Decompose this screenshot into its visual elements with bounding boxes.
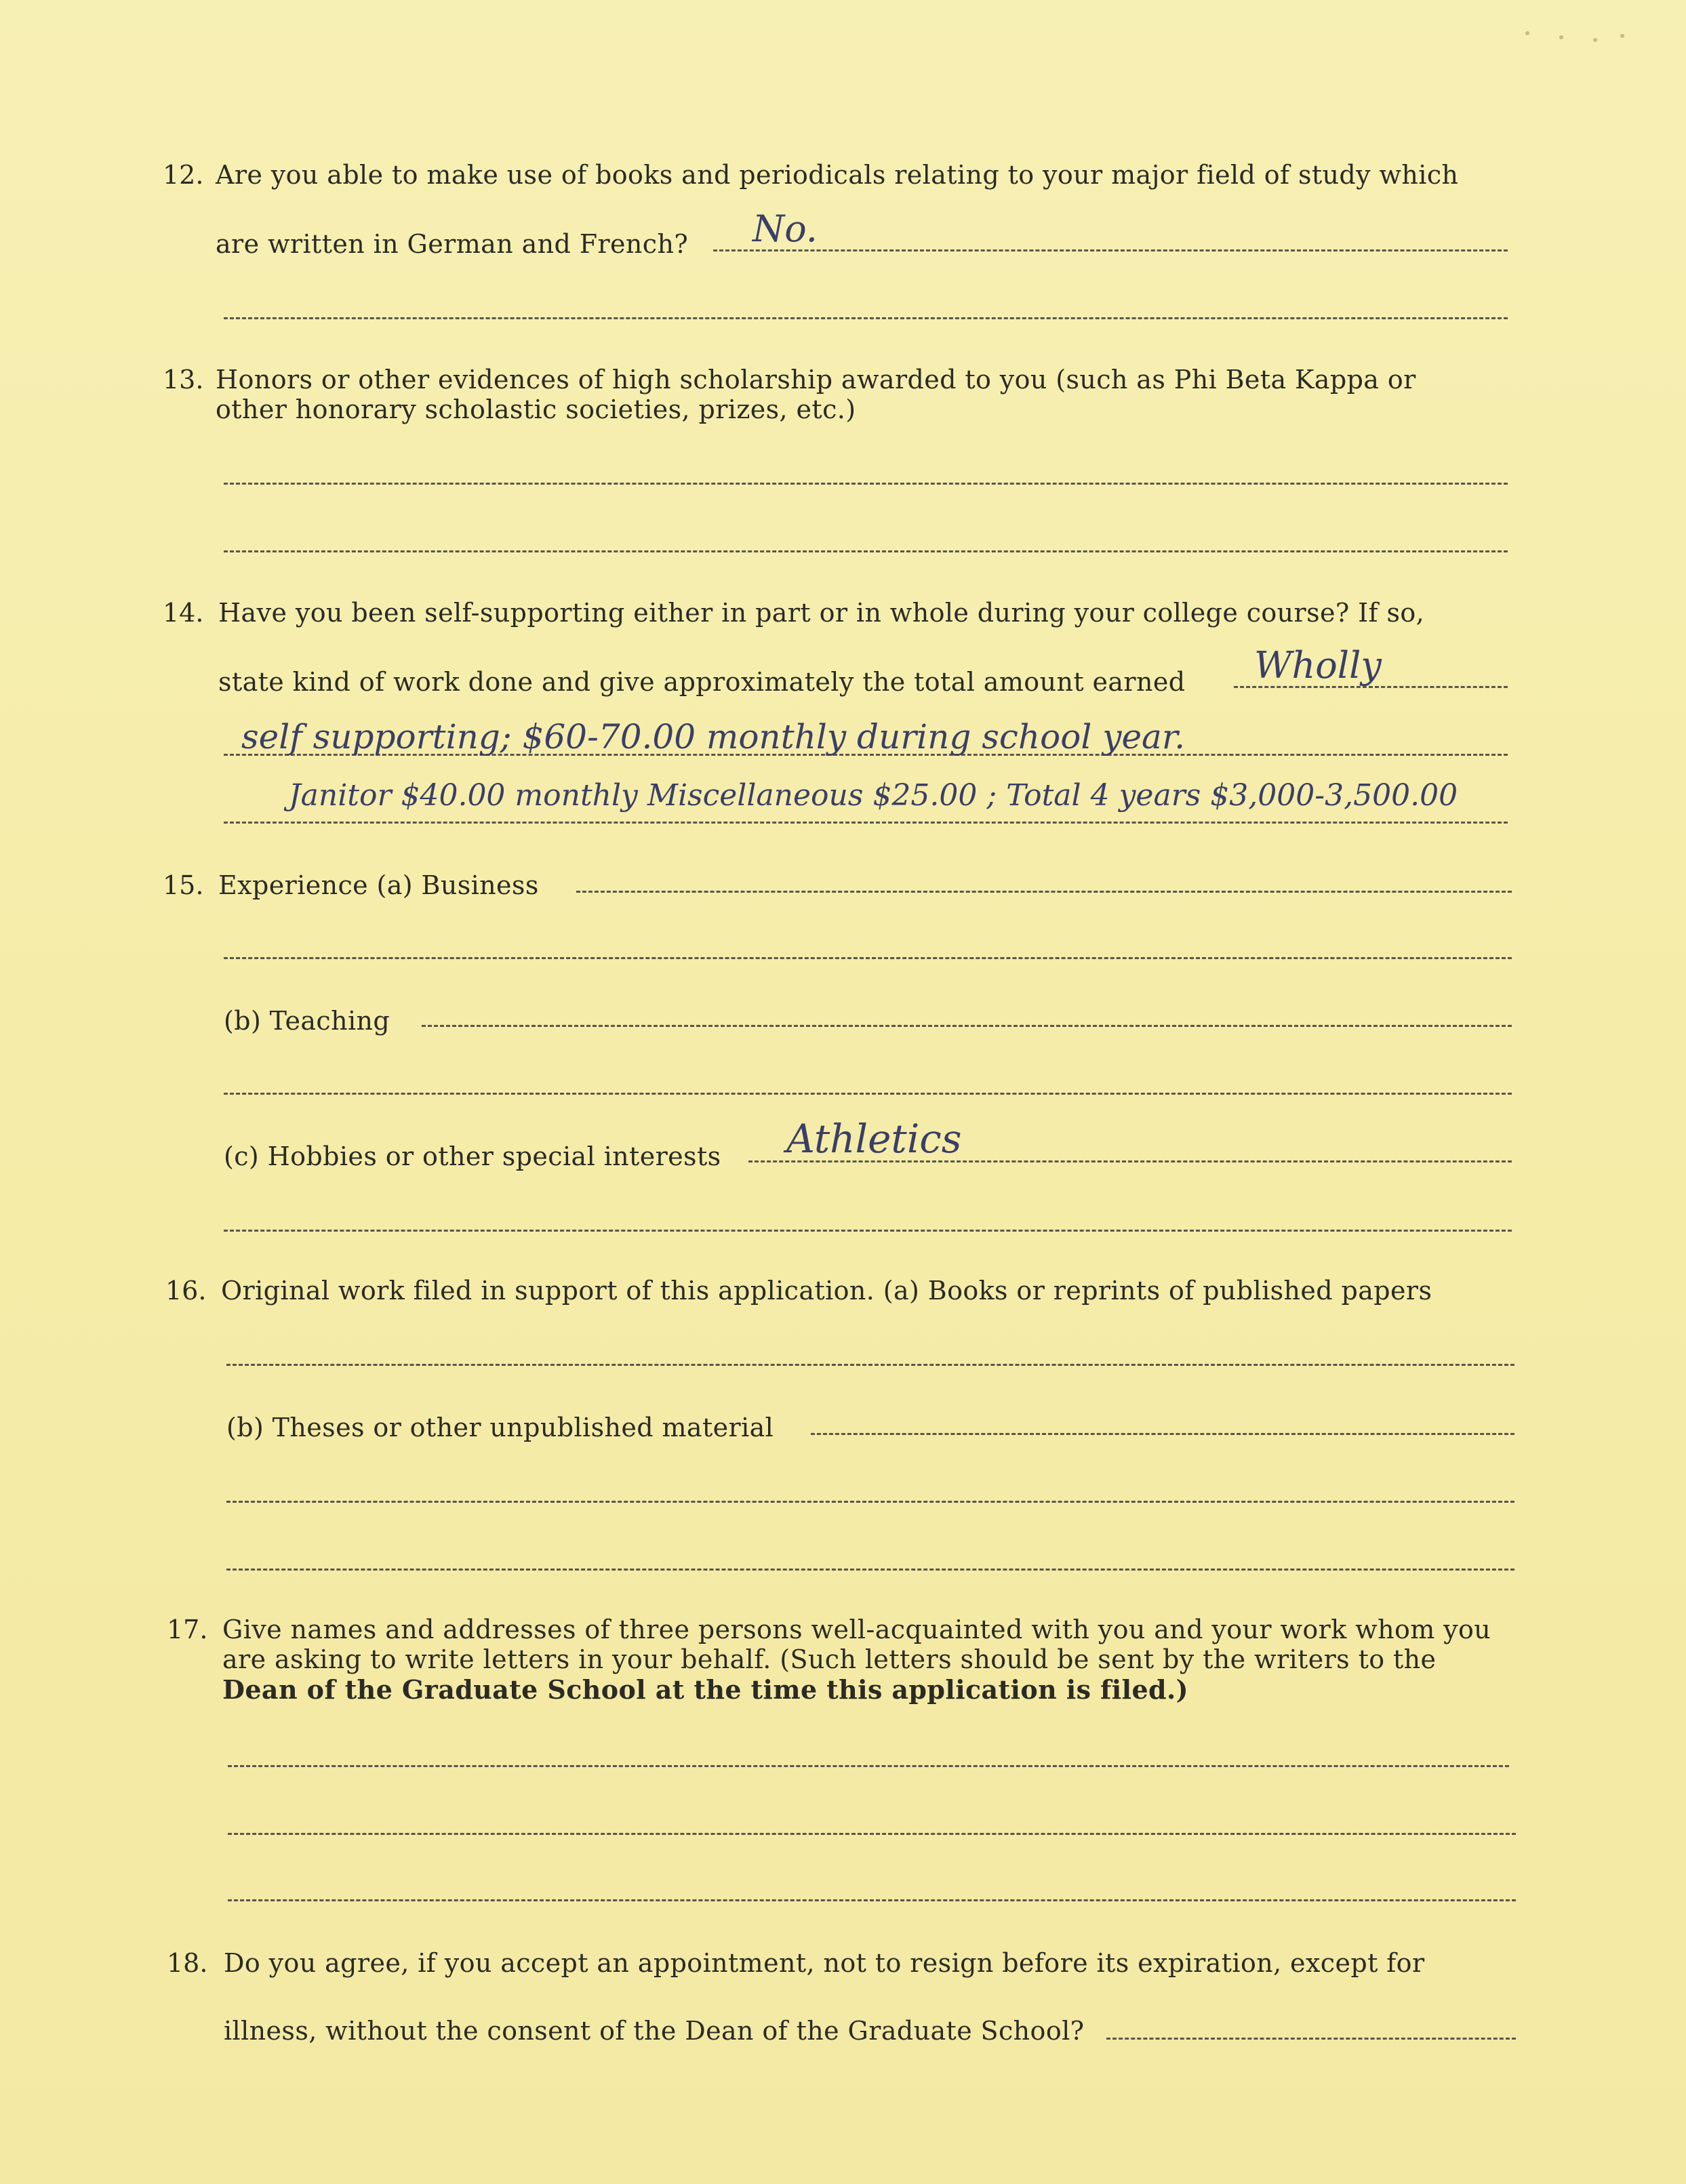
- q17-number: 17.: [167, 1615, 208, 1644]
- q13-text-line2: other honorary scholastic societies, prizes, etc.): [216, 395, 856, 424]
- q15-hobbies-label: (c) Hobbies or other special interests: [224, 1141, 721, 1171]
- q17-reference-line-3[interactable]: [228, 1899, 1516, 1901]
- q18-answer-line[interactable]: [1106, 2038, 1516, 2040]
- q17-reference-line-2[interactable]: [228, 1833, 1516, 1835]
- q15-business-label: Experience (a) Business: [218, 870, 539, 900]
- q16-theses-line-3[interactable]: [226, 1569, 1514, 1571]
- q17-text-line3: Dean of the Graduate School at the time this application is filed.): [222, 1674, 1189, 1705]
- q15-hobbies-answer: Athletics: [786, 1116, 962, 1162]
- q13-answer-line-2[interactable]: [224, 550, 1508, 552]
- q13-text-line1: Honors or other evidences of high scholarship awarded to you (such as Phi Beta Kappa or: [216, 365, 1416, 395]
- q14-answer-b: self supporting; $60-70.00 monthly during school year.: [241, 717, 1186, 756]
- q15-teaching-line-1[interactable]: [422, 1025, 1512, 1027]
- q16-theses-line-1[interactable]: [811, 1433, 1514, 1435]
- q15-teaching-line-2[interactable]: [224, 1093, 1512, 1095]
- q12-answer-line[interactable]: [713, 249, 1508, 251]
- q14-answer-c: Janitor $40.00 monthly Miscellaneous $25.00 ; Total 4 years $3,000-3,500.00: [289, 778, 1458, 813]
- q16-theses-label: (b) Theses or other unpublished material: [226, 1413, 774, 1442]
- q12-number: 12.: [163, 160, 204, 190]
- q15-hobbies-line-2[interactable]: [224, 1230, 1512, 1232]
- q15-teaching-label: (b) Teaching: [224, 1006, 390, 1036]
- q18-number: 18.: [167, 1948, 208, 1978]
- q15-business-line-2[interactable]: [224, 957, 1512, 959]
- q16-books-line[interactable]: [226, 1364, 1514, 1366]
- q14-answer-line-3[interactable]: [224, 822, 1508, 824]
- q17-reference-line-1[interactable]: [228, 1765, 1509, 1767]
- q15-business-line-1[interactable]: [576, 891, 1512, 893]
- q18-text-line1: Do you agree, if you accept an appointment, not to resign before its expiration, except for: [224, 1948, 1425, 1978]
- q17-text-line2: are asking to write letters in your behalf. (Such letters should be sent by the writers to the: [222, 1644, 1437, 1674]
- q14-text-line1: Have you been self-supporting either in part or in whole during your college course? If so,: [218, 598, 1425, 628]
- q14-answer-a: Wholly: [1254, 644, 1382, 687]
- q12-answer: No.: [752, 207, 818, 250]
- q16-theses-line-2[interactable]: [226, 1501, 1514, 1503]
- q13-answer-line-1[interactable]: [224, 483, 1508, 485]
- q12-text-line1: Are you able to make use of books and periodicals relating to your major field of study which: [216, 160, 1459, 190]
- q16-text-line1: Original work filed in support of this application. (a) Books or reprints of published papers: [221, 1276, 1432, 1306]
- q17-text-line1: Give names and addresses of three persons well-acquainted with you and your work whom you: [222, 1615, 1491, 1644]
- q16-number: 16.: [165, 1276, 207, 1306]
- q12-text-line2: are written in German and French?: [216, 229, 689, 259]
- q13-number: 13.: [163, 365, 204, 395]
- paper-specks: [1519, 28, 1641, 49]
- q14-number: 14.: [163, 598, 204, 628]
- q15-number: 15.: [163, 870, 204, 900]
- q12-blank-line[interactable]: [224, 317, 1508, 319]
- q14-text-line2: state kind of work done and give approximately the total amount earned: [218, 667, 1186, 697]
- q18-text-line2: illness, without the consent of the Dean of the Graduate School?: [224, 2016, 1085, 2046]
